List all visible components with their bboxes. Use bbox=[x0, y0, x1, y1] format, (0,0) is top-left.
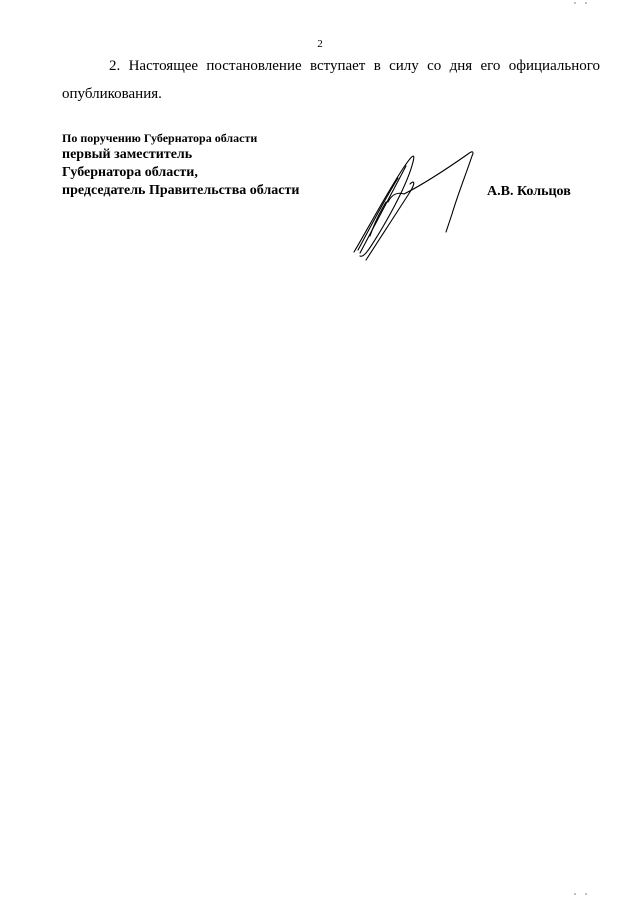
scan-corner-mark-bottom bbox=[574, 893, 588, 895]
page-number: 2 bbox=[317, 38, 323, 50]
position-line-2: Губернатора области, bbox=[62, 165, 198, 180]
authority-line: По поручению Губернатора области bbox=[62, 131, 258, 145]
scan-corner-mark-top bbox=[574, 2, 588, 4]
position-line-1: первый заместитель bbox=[62, 147, 193, 162]
paragraph-line-1: 2. Настоящее постановление вступает в силу со дня его официального bbox=[109, 58, 600, 74]
resolution-paragraph bbox=[62, 52, 600, 108]
signatory-name: А.В. Кольцов bbox=[487, 184, 571, 199]
paragraph-line-2: опубликования. bbox=[62, 86, 162, 102]
signature-block bbox=[62, 131, 362, 200]
position-line-3: председатель Правительства области bbox=[62, 183, 300, 198]
handwritten-signature bbox=[340, 140, 490, 265]
